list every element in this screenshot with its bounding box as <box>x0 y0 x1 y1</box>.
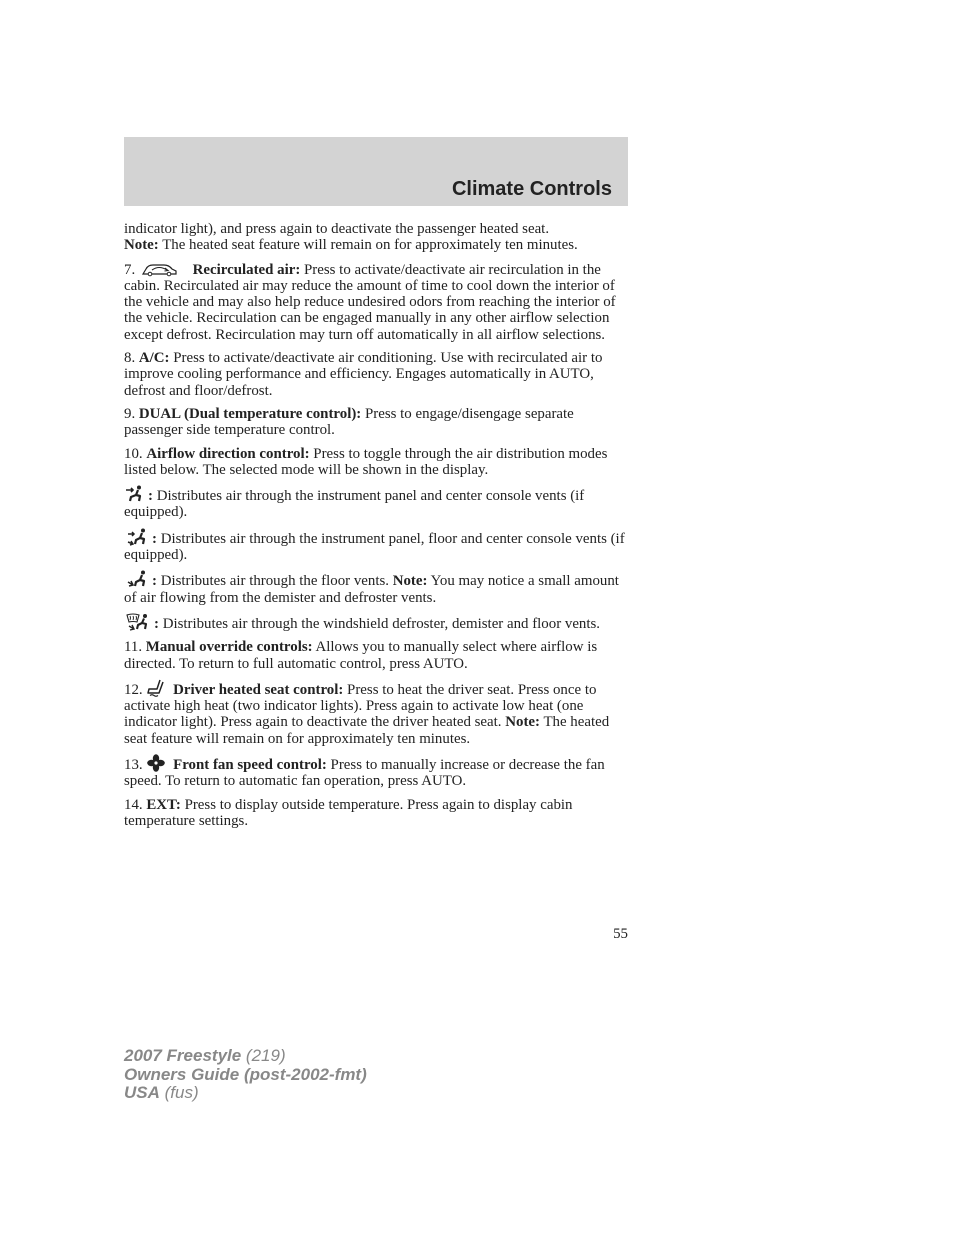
panel-floor-vent-icon <box>126 528 148 546</box>
note-text: The heated seat feature will remain on for approximately ten minutes. <box>124 714 610 747</box>
mode-separator: : <box>148 488 153 505</box>
item-dual <box>124 406 630 439</box>
item-number: 8. <box>124 350 136 367</box>
mode-separator: : <box>152 573 157 590</box>
section-header-bar <box>124 137 628 206</box>
item-ac <box>124 350 630 399</box>
item-text: Allows you to manually select where airflow is directed. To return to full automatic control, press AUTO. <box>124 639 598 672</box>
item-label: Airflow direction control: <box>146 445 310 462</box>
footer-line-market <box>124 1084 367 1103</box>
item-number: 14. <box>124 796 143 813</box>
item-number: 13. <box>124 757 143 774</box>
item-number: 10. <box>124 445 143 462</box>
heated-seat-icon <box>147 679 167 697</box>
intro-line: indicator light), and press again to deactivate the passenger heated seat. <box>124 221 550 237</box>
item-text: Press to heat the driver seat. Press once to activate high heat (two indicator lights). Press again to activate low heat (one indicator light). Press again to deactivate the driver heated seat. <box>124 681 597 731</box>
panel-vent-icon <box>124 485 144 503</box>
item-text: Press to toggle through the air distribution modes listed below. The selected mode will be shown in the display. <box>124 445 608 478</box>
item-label: A/C: <box>138 350 170 367</box>
mode-panel-floor <box>124 528 630 564</box>
note-text: You may notice a small amount of air flowing from the demister and defroster vents. <box>124 573 619 606</box>
note-label: Note: <box>505 714 540 731</box>
footer-model-code: (219) <box>241 1046 286 1065</box>
item-airflow-direction <box>124 446 630 479</box>
item-number: 7. <box>124 261 136 278</box>
mode-text: Distributes air through the instrument panel, floor and center console vents (if equipped). <box>124 530 625 564</box>
mode-floor <box>124 570 630 606</box>
item-text: Press to manually increase or decrease the fan speed. To return to automatic fan operation, press AUTO. <box>124 757 605 790</box>
item-ext <box>124 797 630 830</box>
footer-document-info <box>124 1047 367 1103</box>
item-text: Press to activate/deactivate air conditioning. Use with recirculated air to improve cooling performance and efficiency. Engages automatically in AUTO, defrost and floor/defrost. <box>124 350 603 399</box>
mode-defrost-floor <box>124 613 630 632</box>
page-number: 55 <box>613 926 628 942</box>
footer-model: 2007 Freestyle <box>124 1046 242 1065</box>
note-label: Note: <box>392 573 428 590</box>
footer-line-model <box>124 1047 367 1066</box>
mode-text: Distributes air through the windshield defroster, demister and floor vents. <box>158 615 601 632</box>
fan-icon <box>147 754 165 772</box>
footer-market-code: (fus) <box>159 1083 199 1102</box>
floor-vent-icon <box>126 570 148 588</box>
item-text: Press to display outside temperature. Press again to display cabin temperature settings. <box>124 796 573 829</box>
note-label: Note: <box>124 237 159 254</box>
footer-market: USA <box>124 1083 160 1102</box>
mode-panel <box>124 485 630 521</box>
mode-text: Distributes air through the floor vents. <box>156 573 389 590</box>
mode-separator: : <box>152 530 157 547</box>
note-text: The heated seat feature will remain on for approximately ten minutes. <box>158 237 578 254</box>
item-front-fan-speed <box>124 754 630 790</box>
item-label: Front fan speed control: <box>173 757 327 774</box>
section-title: Climate Controls <box>451 178 612 200</box>
item-recirculated-air <box>124 261 630 343</box>
item-number: 11. <box>124 639 143 656</box>
item-label: EXT: <box>146 796 181 813</box>
item-label: Driver heated seat control: <box>173 681 344 698</box>
item-manual-override <box>124 639 630 672</box>
item-driver-heated-seat <box>124 679 630 747</box>
footer-guide: Owners Guide (post-2002-fmt) <box>124 1064 367 1084</box>
item-number: 9. <box>124 405 136 422</box>
intro-paragraph <box>124 221 630 254</box>
item-text: Press to activate/deactivate air recirculation in the cabin. Recirculated air may reduce the amount of time to cool down the interior of the vehicle and may also help reduce undesired odors from reaching the interior of the vehicle. Recirculation can be engaged manually in any other airflow selection except defrost. Recirculation may turn off automatically in all airflow selections. <box>124 261 616 343</box>
mode-separator: : <box>154 615 159 632</box>
recirculation-icon <box>141 261 179 277</box>
page-content <box>124 221 630 836</box>
item-text: Press to engage/disengage separate passenger side temperature control. <box>124 405 574 439</box>
footer-line-guide <box>124 1066 367 1085</box>
defrost-floor-icon <box>126 613 150 631</box>
item-label: Manual override controls: <box>145 639 313 656</box>
mode-text: Distributes air through the instrument panel and center console vents (if equipped). <box>124 488 585 521</box>
item-label: Recirculated air: <box>192 261 301 278</box>
item-label: DUAL (Dual temperature control): <box>138 405 362 422</box>
item-number: 12. <box>124 681 143 698</box>
